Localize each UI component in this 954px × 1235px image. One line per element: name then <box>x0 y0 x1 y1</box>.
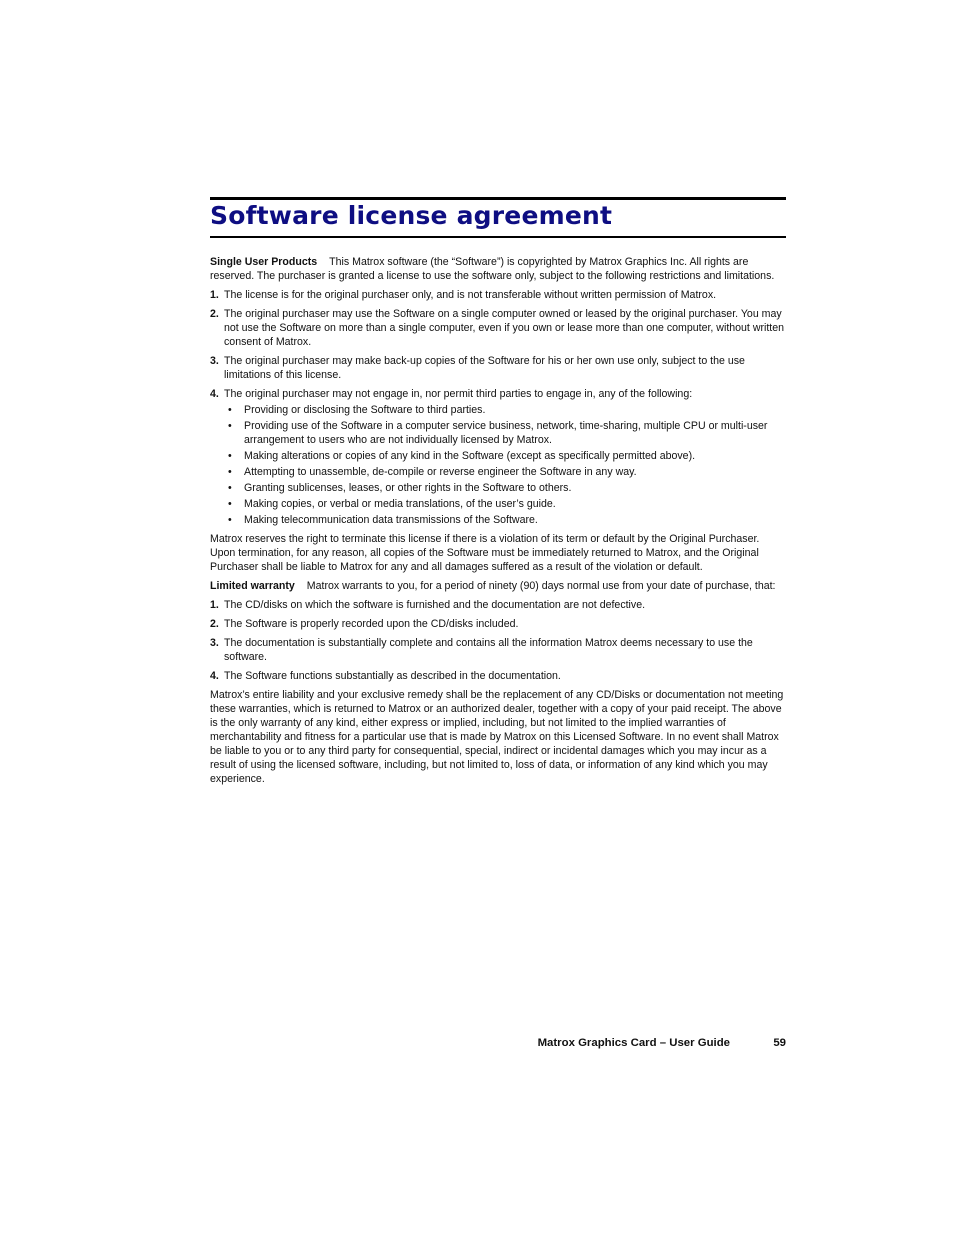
list-item <box>210 669 786 683</box>
bullet-item <box>224 513 786 527</box>
bullet-item <box>224 481 786 495</box>
item-text: The original purchaser may use the Software on a single computer owned or leased by the original purchaser. You may not use the Software on more than a single computer, even if you own or lease more than one computer, without written consent of Matrox. <box>224 308 785 348</box>
bullet-icon: • <box>228 498 232 510</box>
warranty-text: Matrox warrants to you, for a period of ninety (90) days normal use from your date of purchase, that: <box>306 580 776 592</box>
bullet-text: Granting sublicenses, leases, or other rights in the Software to others. <box>244 482 572 494</box>
warranty-heading: Limited warranty <box>210 580 295 592</box>
item-number: 1. <box>210 599 219 611</box>
single-user-heading: Single User Products <box>210 256 318 268</box>
item-number: 4. <box>210 388 219 400</box>
bullet-text: Making copies, or verbal or media translations, of the user’s guide. <box>244 498 556 510</box>
list-item <box>210 307 786 349</box>
termination-paragraph: Matrox reserves the right to terminate this license if there is a violation of its term or default by the Original Purchaser. Upon termination, for any reason, all copies of the Software must be immediately returned to Matrox, and the Original Purchaser shall be liable to Matrox for any and all damages suffered as a result of the violation or default. <box>210 533 760 573</box>
bullet-item <box>224 497 786 511</box>
list-item <box>210 288 786 302</box>
warranty-list <box>210 598 786 683</box>
item-number: 4. <box>210 670 219 682</box>
bullet-item <box>224 449 786 463</box>
bullet-icon: • <box>228 404 232 416</box>
item-number: 2. <box>210 618 219 630</box>
item-text: The Software is properly recorded upon the CD/disks included. <box>224 618 519 630</box>
item-text: The license is for the original purchaser only, and is not transferable without written permission of Matrox. <box>224 289 717 301</box>
item-text: The documentation is substantially complete and contains all the information Matrox deems necessary to use the software. <box>224 637 753 663</box>
warranty-intro <box>210 579 786 593</box>
bullet-icon: • <box>228 466 232 478</box>
footer-guide-title: Matrox Graphics Card – User Guide <box>537 1037 730 1049</box>
page-number: 59 <box>773 1037 786 1049</box>
item-text: The CD/disks on which the software is furnished and the documentation are not defective. <box>224 599 646 611</box>
item-text: The Software functions substantially as described in the documentation. <box>224 670 561 682</box>
bullet-icon: • <box>228 514 232 526</box>
item-number: 3. <box>210 637 219 649</box>
item-number: 2. <box>210 308 219 320</box>
item-number: 3. <box>210 355 219 367</box>
bullet-item <box>224 419 786 447</box>
bullet-text: Making telecommunication data transmissions of the Software. <box>244 514 538 526</box>
bullet-text: Attempting to unassemble, de-compile or reverse engineer the Software in any way. <box>244 466 637 478</box>
bullet-text: Providing use of the Software in a computer service business, network, time-sharing, multiple CPU or multi-user arrangement to users who are not individually licensed by Matrox. <box>244 420 768 446</box>
single-user-text: This Matrox software (the “Software”) is copyrighted by Matrox Graphics Inc. All rights are reserved. The purchaser is granted a license to use the software only, subject to the following restrictions and limitations. <box>210 256 775 282</box>
list-item <box>210 354 786 382</box>
list-item <box>210 636 786 664</box>
list-item <box>210 617 786 631</box>
list-item <box>210 598 786 612</box>
document-body <box>210 255 786 791</box>
bullet-icon: • <box>228 450 232 462</box>
item-number: 1. <box>210 289 219 301</box>
bullet-item <box>224 465 786 479</box>
bullet-text: Providing or disclosing the Software to third parties. <box>244 404 486 416</box>
title-top-rule <box>210 197 786 200</box>
bullet-icon: • <box>228 482 232 494</box>
prohibited-actions-list <box>224 403 786 527</box>
item-text: The original purchaser may not engage in, nor permit third parties to engage in, any of the following: <box>224 388 693 400</box>
page-title: Software license agreement <box>210 201 613 230</box>
bullet-text: Making alterations or copies of any kind in the Software (except as specifically permitted above). <box>244 450 696 462</box>
item-text: The original purchaser may make back-up copies of the Software for his or her own use only, subject to the use limitations of this license. <box>224 355 745 381</box>
restrictions-list <box>210 288 786 527</box>
bullet-item <box>224 403 786 417</box>
liability-paragraph: Matrox’s entire liability and your exclusive remedy shall be the replacement of any CD/Disks or documentation not meeting these warranties, which is returned to Matrox or an authorized dealer, together with a copy of your paid receipt. The above is the only warranty of any kind, either express or implied, including, but not limited to the implied warranties of merchantability and fitness for a particular use that is made by Matrox on this Licensed Software. In no event shall Matrox be liable to you or to any third party for consequential, special, indirect or incidental damages which you may incur as a result of using the licensed software, including, but not limited to, loss of data, or information of any kind which you may experience. <box>210 689 784 785</box>
title-bottom-rule <box>210 236 786 238</box>
bullet-icon: • <box>228 420 232 432</box>
list-item <box>210 387 786 527</box>
single-user-intro <box>210 255 786 283</box>
